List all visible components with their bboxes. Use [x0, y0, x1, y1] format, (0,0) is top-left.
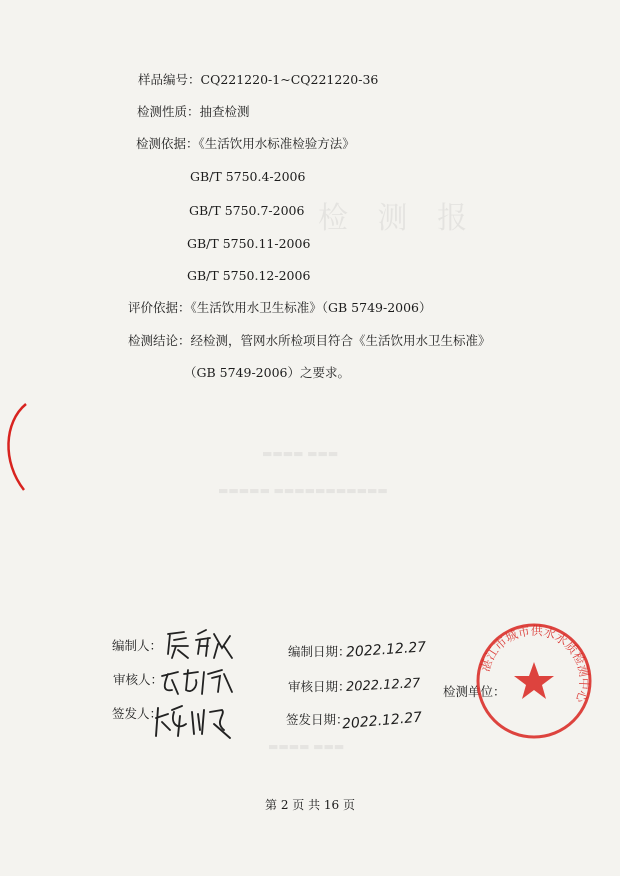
- testing-unit-label: 检测单位：: [443, 684, 506, 699]
- conclusion-text: 经检测，管网水所检项目符合《生活饮用水卫生标准》: [190, 333, 491, 348]
- show-through-text: ▬▬▬▬ ▬▬▬: [262, 447, 339, 460]
- test-basis-label: 检测依据：: [136, 136, 199, 151]
- page-footer: 第 2 页 共 16 页: [265, 798, 355, 812]
- approved-date-label: 签发日期：: [286, 712, 349, 727]
- reviewed-by-label: 审核人：: [113, 672, 164, 687]
- sample-number-row: [138, 72, 378, 88]
- show-through-text: 检 测 报: [318, 201, 478, 236]
- approved-signature: [152, 700, 232, 742]
- prepared-by-label: 编制人：: [112, 638, 163, 653]
- test-nature-label: 检测性质：: [137, 104, 200, 119]
- test-basis-row: [136, 136, 355, 152]
- seal-text: 湛江市城市供水水质检测中心: [477, 623, 592, 705]
- approved-by-label: 签发人：: [112, 706, 163, 721]
- show-through-text: ▬▬▬▬ ▬▬▬: [268, 740, 345, 753]
- seal-edge-arc: [0, 402, 30, 492]
- reviewed-signature: [158, 664, 236, 700]
- reviewed-date-handwritten: 2022.12.27: [345, 676, 421, 695]
- test-nature-row: [137, 104, 250, 120]
- standard-item: GB/T 5750.4-2006: [190, 169, 306, 184]
- test-nature-value: 抽查检测: [199, 104, 250, 119]
- conclusion-label: 检测结论：: [128, 333, 191, 348]
- prepared-signature: [162, 624, 238, 664]
- standard-item: GB/T 5750.11-2006: [187, 236, 311, 251]
- official-seal: [475, 622, 593, 740]
- prepared-date-handwritten: 2022.12.27: [345, 639, 427, 661]
- conclusion-row: [128, 333, 491, 349]
- standard-item: GB/T 5750.7-2006: [189, 203, 305, 218]
- approved-date-handwritten: 2022.12.27: [341, 709, 423, 733]
- reviewed-date-label: 审核日期：: [288, 679, 351, 694]
- conclusion-continuation: （GB 5749-2006）之要求。: [184, 365, 350, 380]
- prepared-date-label: 编制日期：: [288, 644, 351, 659]
- evaluation-basis-value: 《生活饮用水卫生标准》（GB 5749-2006）: [190, 300, 432, 315]
- sample-number-value: CQ221220-1~CQ221220-36: [200, 72, 379, 87]
- evaluation-basis-label: 评价依据：: [128, 300, 191, 315]
- show-through-text: ▬▬▬▬▬ ▬▬▬▬▬▬▬▬▬▬▬: [218, 484, 388, 497]
- test-basis-title: 《生活饮用水标准检验方法》: [198, 136, 355, 151]
- sample-number-label: 样品编号：: [138, 72, 201, 87]
- standard-item: GB/T 5750.12-2006: [187, 268, 311, 283]
- evaluation-basis-row: [128, 300, 432, 316]
